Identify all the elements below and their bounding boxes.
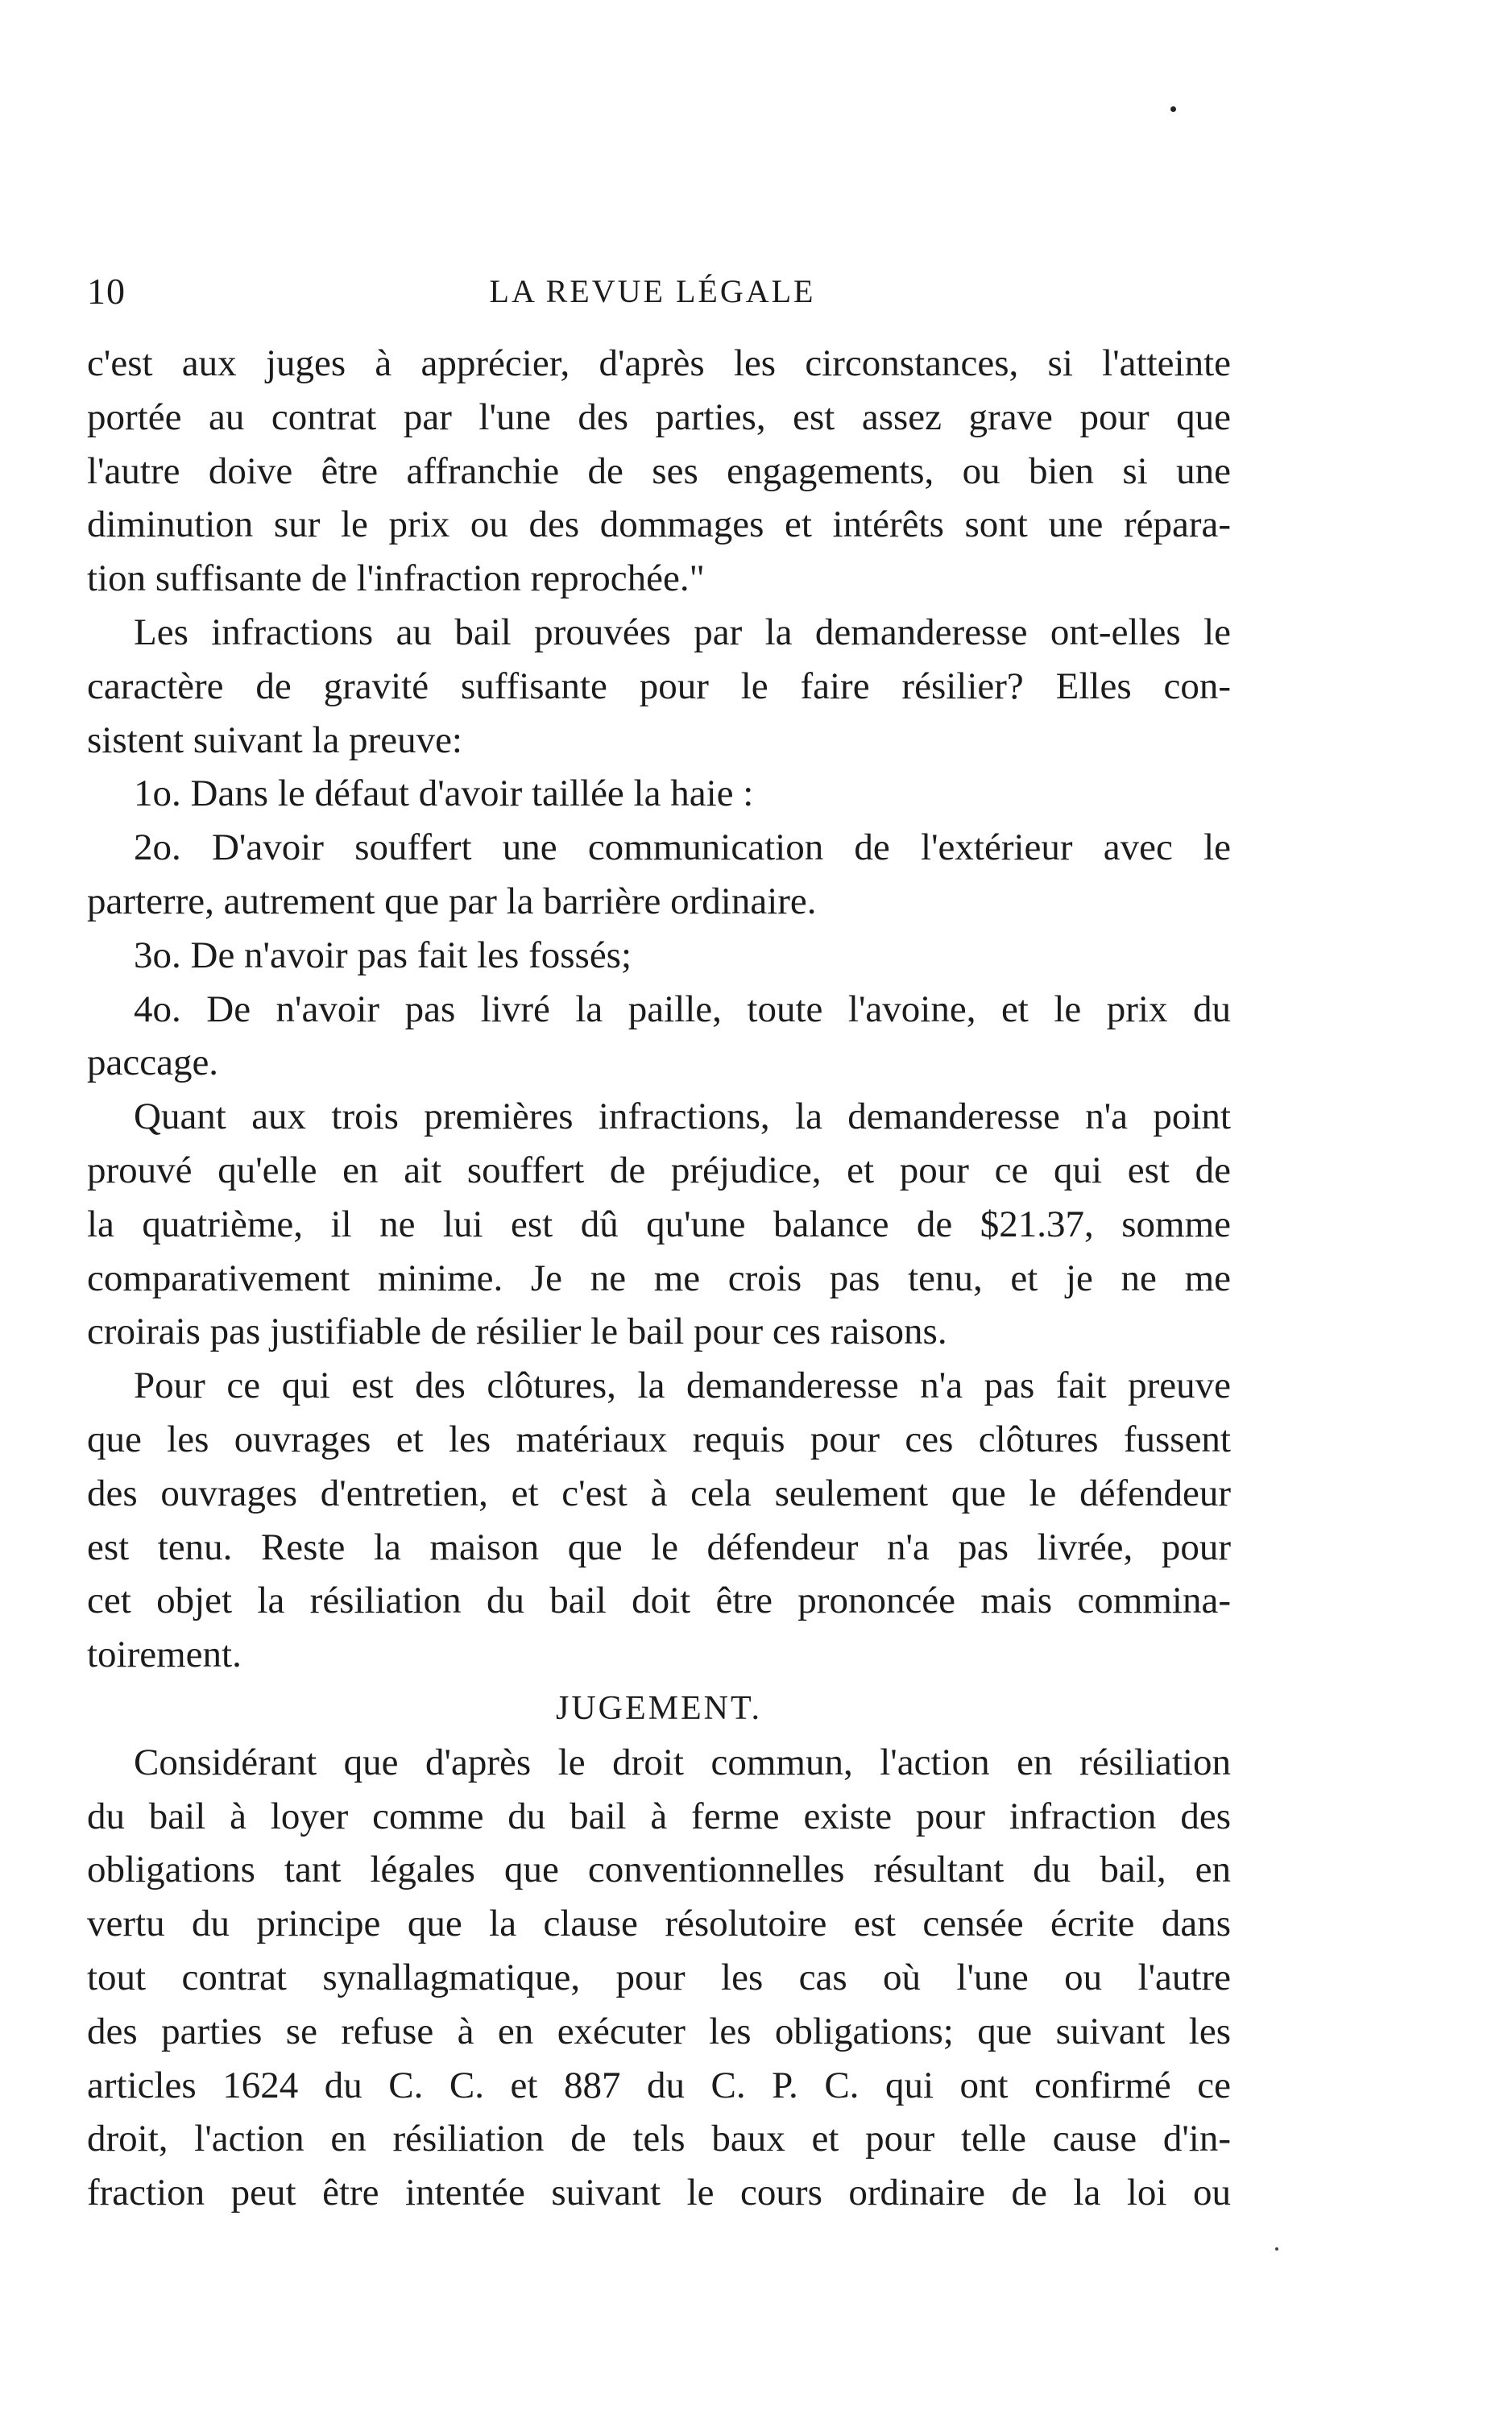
text-line: Considérant que d'après le droit commun, l'action en résiliation [134,1741,1231,1783]
text-line: portée au contrat par l'une des parties, est assez grave pour que [87,396,1231,438]
text-line: vertu du principe que la clause résolutoire est censée écrite dans [87,1903,1231,1945]
page-number: 10 [87,271,126,312]
text-line: Pour ce qui est des clôtures, la demanderesse n'a pas fait preuve [134,1365,1231,1407]
text-line: cet objet la résiliation du bail doit être prononcée mais commina- [87,1580,1231,1622]
text-line: que les ouvrages et les matériaux requis pour ces clôtures fussent [87,1418,1231,1460]
text-line: du bail à loyer comme du bail à ferme existe pour infraction des [87,1795,1231,1837]
text-line: 4o. De n'avoir pas livré la paille, toute l'avoine, et le prix du [134,988,1231,1030]
text-line: articles 1624 du C. C. et 887 du C. P. C. qui ont confirmé ce [87,2064,1231,2106]
text-line: parterre, autrement que par la barrière ordinaire. [87,880,817,922]
text-line: des parties se refuse à en exécuter les obligations; que suivant les [87,2010,1231,2052]
text-line: diminution sur le prix ou des dommages et intérêts sont une répara- [87,503,1231,546]
text-line: 1o. Dans le défaut d'avoir taillée la haie : [134,772,754,815]
text-line: toirement. [87,1634,242,1676]
text-line: croirais pas justifiable de résilier le bail pour ces raisons. [87,1311,947,1353]
text-line: droit, l'action en résiliation de tels baux et pour telle cause d'in- [87,2118,1231,2160]
text-line: prouvé qu'elle en ait souffert de préjudice, et pour ce qui est de [87,1149,1231,1191]
text-line: c'est aux juges à apprécier, d'après les circonstances, si l'atteinte [87,342,1231,384]
text-line: des ouvrages d'entretien, et c'est à cela seulement que le défendeur [87,1472,1231,1514]
text-line: tout contrat synallagmatique, pour les cas où l'une ou l'autre [87,1956,1231,1998]
text-line: 3o. De n'avoir pas fait les fossés; [134,934,632,976]
text-line: l'autre doive être affranchie de ses engagements, ou bien si une [87,449,1231,492]
text-line: paccage. [87,1042,219,1084]
text-line: fraction peut être intentée suivant le cours ordinaire de la loi ou [87,2172,1231,2214]
text-line: sistent suivant la preuve: [87,719,462,761]
body-text [87,337,1231,2220]
section-heading: JUGEMENT. [555,1689,763,1727]
text-line: est tenu. Reste la maison que le défendeur n'a pas livrée, pour [87,1526,1231,1568]
running-title: LA REVUE LÉGALE [489,273,816,309]
ink-speck [1170,106,1176,112]
text-line: 2o. D'avoir souffert une communication de l'extérieur avec le [134,826,1231,869]
ink-speck [1275,2247,1278,2251]
text-line: caractère de gravité suffisante pour le faire résilier? Elles con- [87,665,1231,707]
text-line: comparativement minime. Je ne me crois pas tenu, et je ne me [87,1257,1231,1299]
text-line: tion suffisante de l'infraction reprochée." [87,557,705,600]
text-line: obligations tant légales que conventionnelles résultant du bail, en [87,1849,1231,1891]
text-line: la quatrième, il ne lui est dû qu'une balance de $21.37, somme [87,1203,1231,1245]
text-line: Quant aux trois premières infractions, la demanderesse n'a point [134,1095,1231,1138]
text-line: Les infractions au bail prouvées par la demanderesse ont-elles le [134,611,1231,653]
